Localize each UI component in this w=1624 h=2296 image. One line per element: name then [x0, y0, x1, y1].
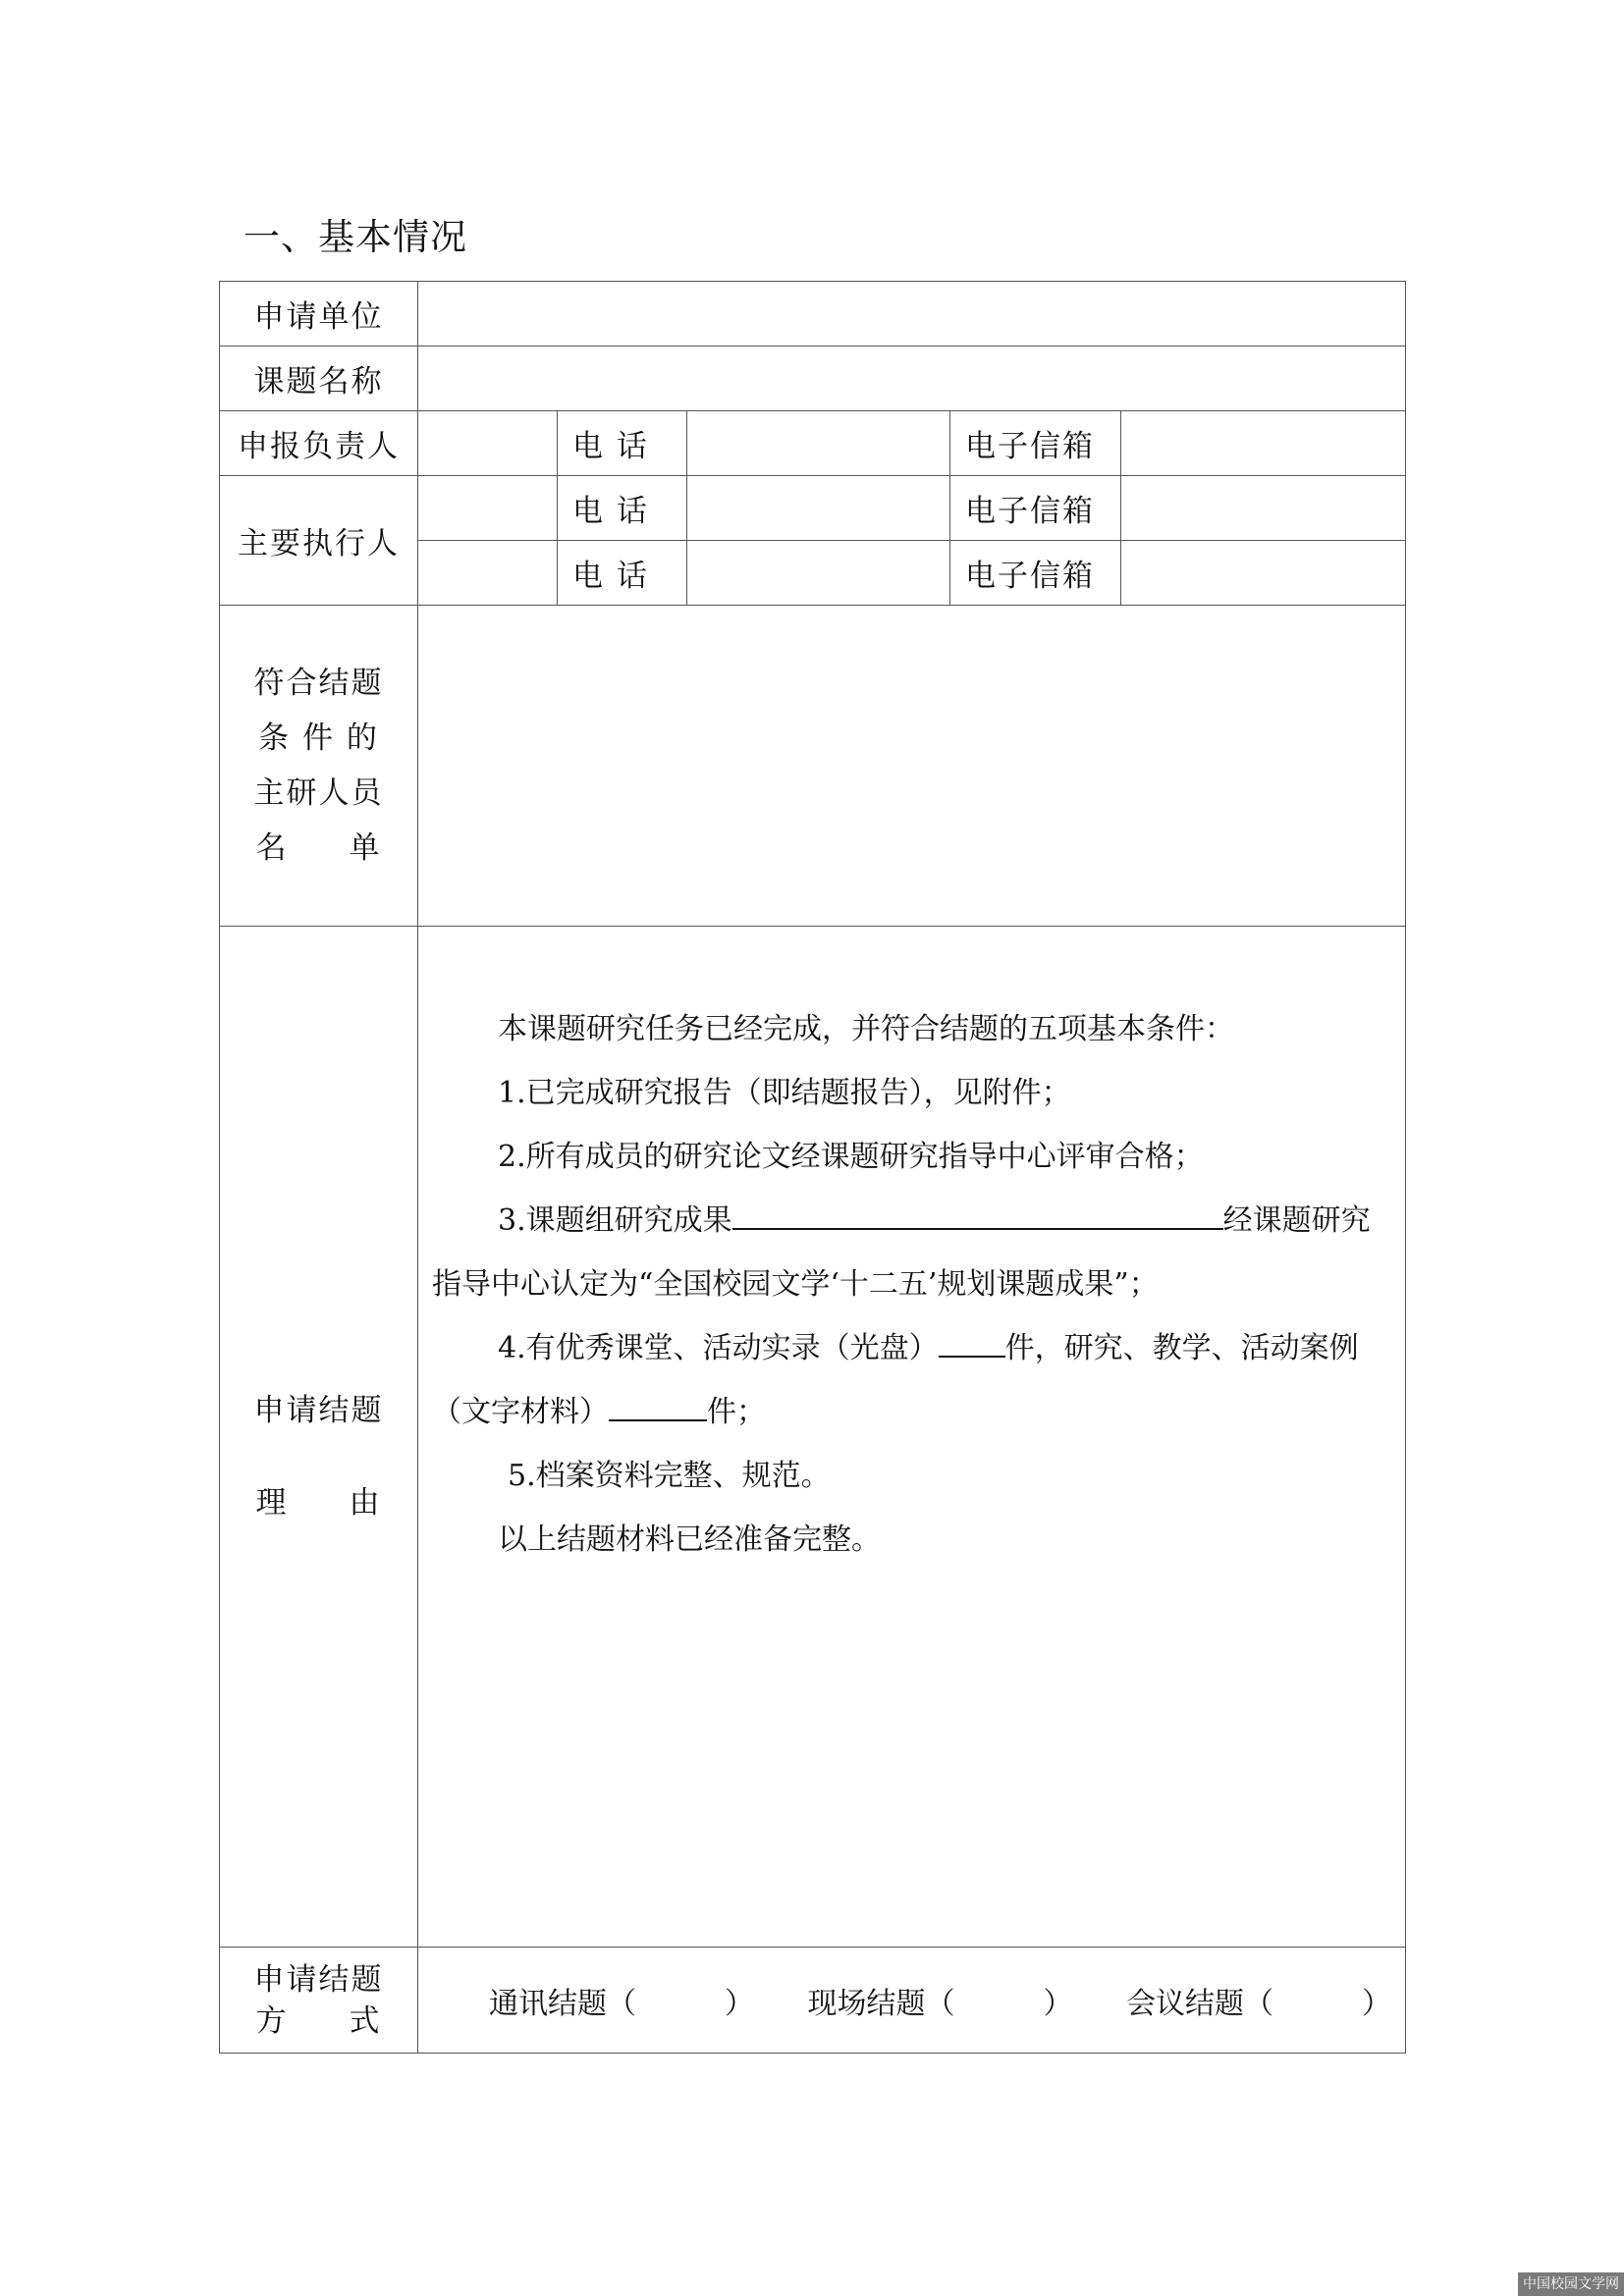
- field-executor-1-email[interactable]: [1121, 476, 1406, 541]
- row-method: [220, 1948, 1406, 2054]
- reason-item-3: [432, 1189, 1391, 1316]
- blank-research-result[interactable]: [732, 1195, 1223, 1230]
- reason-item-1: 1.已完成研究报告（即结题报告），见附件；: [498, 1076, 1071, 1110]
- label-reason: [220, 927, 418, 1948]
- reason-item-4: [432, 1316, 1391, 1444]
- label-method: [220, 1948, 418, 2054]
- field-reporter-email[interactable]: [1121, 411, 1406, 476]
- reason-item-5: 5.档案资料完整、规范。: [508, 1459, 831, 1493]
- label-reason-line-1: 申请结题: [253, 1392, 384, 1428]
- label-executor-2-phone: 电 话: [558, 541, 687, 606]
- label-applicant-unit: 申请单位: [220, 282, 418, 347]
- reason-item-2: 2.所有成员的研究论文经课题研究指导中心评审合格；: [498, 1140, 1204, 1174]
- reason-item-4-suffix: 件；: [707, 1395, 766, 1429]
- field-members[interactable]: [418, 606, 1406, 927]
- label-reporter: 申报负责人: [220, 411, 418, 476]
- field-executor-1-name[interactable]: [418, 476, 558, 541]
- row-reporter: [220, 411, 1406, 476]
- row-applicant-unit: [220, 282, 1406, 347]
- field-project-name[interactable]: [418, 347, 1406, 411]
- method-meeting[interactable]: 会议结题（ ）: [1126, 1986, 1392, 2021]
- method-onsite[interactable]: 现场结题（ ）: [807, 1986, 1073, 2021]
- label-method-line-1: 申请结题: [253, 1961, 384, 1998]
- label-executor-1-phone: 电 话: [558, 476, 687, 541]
- field-executor-2-phone[interactable]: [687, 541, 950, 606]
- row-executor-1: [220, 476, 1406, 541]
- section-title: 一、基本情况: [244, 216, 467, 258]
- label-members-char-2: 单: [349, 830, 382, 866]
- field-executor-2-name[interactable]: [418, 541, 558, 606]
- label-members-line-3: 主研人员: [253, 775, 384, 811]
- label-method-char-2: 式: [349, 2002, 382, 2039]
- reason-intro: 本课题研究任务已经完成，并符合结题的五项基本条件：: [498, 1012, 1234, 1046]
- row-reason: [220, 927, 1406, 1948]
- field-reason: [418, 927, 1406, 1948]
- label-executor-1-email: 电子信箱: [950, 476, 1121, 541]
- label-reporter-phone: 电 话: [558, 411, 687, 476]
- label-members-line-1: 符合结题: [253, 666, 384, 701]
- label-members-char-1: 名: [255, 830, 289, 866]
- label-reason-char-1: 理: [255, 1484, 289, 1521]
- label-members: [220, 606, 418, 927]
- reason-item-3-prefix: 3.课题组研究成果: [498, 1203, 732, 1238]
- reason-item-4-prefix: 4.有优秀课堂、活动实录（光盘）: [498, 1331, 939, 1365]
- row-project-name: [220, 347, 1406, 411]
- reason-item-4-middle: 件，研究、教学、活动案例（文字材料）: [432, 1331, 1359, 1429]
- label-reason-char-2: 由: [349, 1484, 382, 1521]
- label-executor-2-email: 电子信箱: [950, 541, 1121, 606]
- reason-item-3-suffix: 经课题研究指导中心认定为“全国校园文学‘十二五’规划课题成果”；: [432, 1203, 1371, 1302]
- method-correspondence[interactable]: 通讯结题（ ）: [489, 1986, 754, 2021]
- field-applicant-unit[interactable]: [418, 282, 1406, 347]
- label-reporter-email: 电子信箱: [950, 411, 1121, 476]
- reason-outro: 以上结题材料已经准备完整。: [498, 1522, 881, 1557]
- field-reporter-name[interactable]: [418, 411, 558, 476]
- field-reporter-phone[interactable]: [687, 411, 950, 476]
- field-method: [418, 1948, 1406, 2054]
- row-members: [220, 606, 1406, 927]
- label-executor: 主要执行人: [220, 476, 418, 606]
- label-members-line-2: 条 件 的: [258, 721, 379, 756]
- blank-lesson-count[interactable]: [939, 1322, 1005, 1358]
- reason-text: [418, 927, 1405, 1572]
- field-executor-2-email[interactable]: [1121, 541, 1406, 606]
- label-project-name: 课题名称: [220, 347, 418, 411]
- site-watermark: 中国校园文学网: [1518, 2272, 1624, 2296]
- blank-case-count[interactable]: [609, 1386, 707, 1421]
- field-executor-1-phone[interactable]: [687, 476, 950, 541]
- label-method-char-1: 方: [255, 2002, 289, 2039]
- basic-info-table: [219, 281, 1406, 2054]
